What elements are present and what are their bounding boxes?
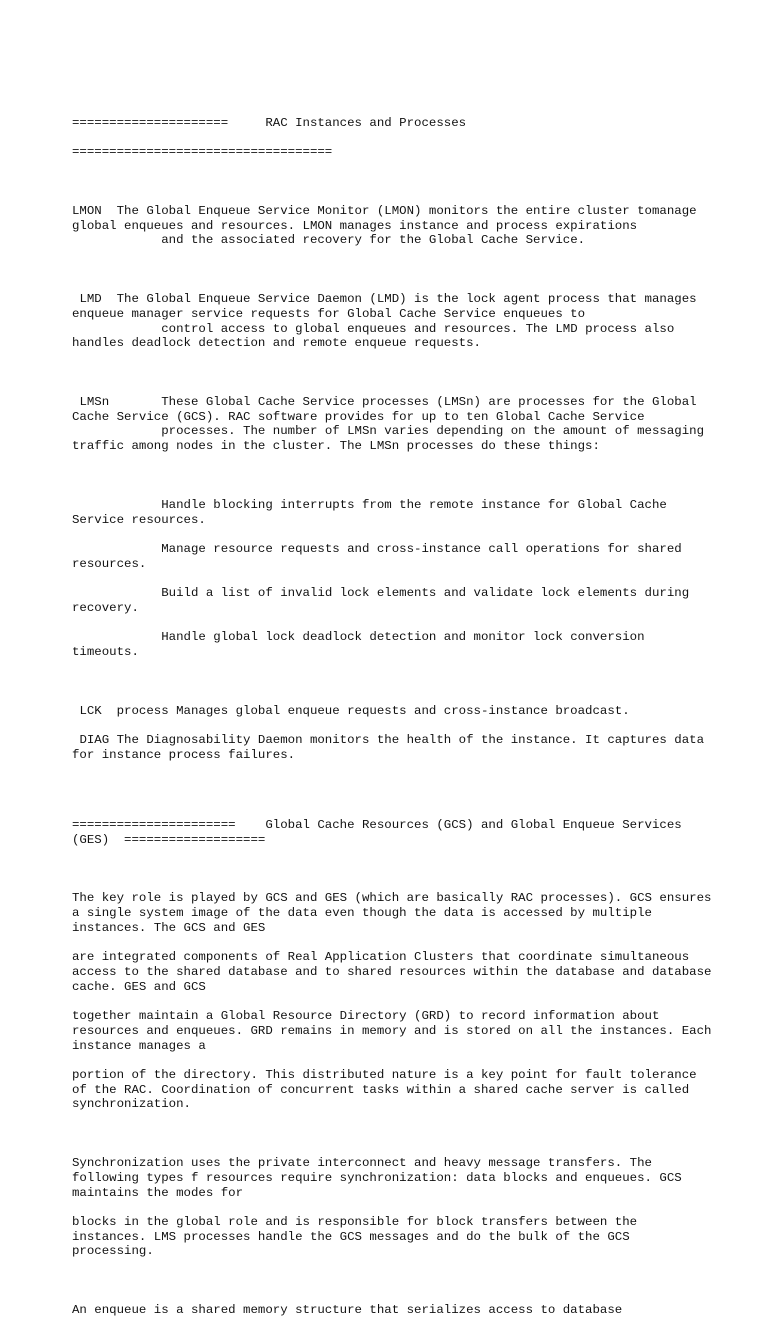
spacer (72, 862, 712, 877)
lmsn-task: Build a list of invalid lock elements and validate lock elements during recovery. (72, 586, 697, 615)
lmon-description: LMON The Global Enqueue Service Monitor (LMON) monitors the entire cluster tomanage global enqueues and resources. LMON manages instance and process expirations and the associated recovery for the Global Cache Service. (72, 203, 697, 248)
lmsn-task: Manage resource requests and cross-instance call operations for shared resources. (72, 542, 690, 571)
lmd-description: LMD The Global Enqueue Service Daemon (LMD) is the lock agent process that manages enqueue manager service requests for Global Cache Service enqueues to control access to global enqueues and resources. The LMD process also handles deadlock detection and remote enqueue requests. (72, 292, 697, 351)
synchronization-paragraph-line: Synchronization uses the private interconnect and heavy message transfers. The following types f resources require synchronization: data blocks and enqueues. GCS maintains the modes for (72, 1156, 690, 1200)
gcs-ges-paragraph-line: The key role is played by GCS and GES (which are basically RAC processes). GCS ensures a single system image of the data even though the data is accessed by multiple instances. The GCS and GES (72, 891, 719, 935)
spacer (72, 1127, 712, 1142)
diag-description: DIAG The Diagnosability Daemon monitors the health of the instance. It captures data for instance process failures. (72, 733, 712, 762)
spacer (72, 777, 712, 803)
synchronization-paragraph-line: blocks in the global role and is responsible for block transfers between the instances. LMS processes handle the GCS messages and do the bulk of the GCS processing. (72, 1214, 645, 1259)
spacer (72, 674, 712, 689)
gcs-ges-paragraph-line: are integrated components of Real Application Clusters that coordinate simultaneous access to the shared database and to shared resources within the database and database cache. GES and GCS (72, 950, 719, 994)
lmsn-task: Handle blocking interrupts from the remote instance for Global Cache Service resources. (72, 497, 675, 527)
enqueue-paragraph: An enqueue is a shared memory structure that serializes access to database (72, 1303, 623, 1318)
lck-description: LCK process Manages global enqueue requests and cross-instance broadcast. (72, 703, 630, 718)
lmsn-task: Handle global lock deadlock detection and monitor lock conversion timeouts. (72, 630, 652, 659)
section2-heading: ====================== Global Cache Resources (GCS) and Global Enqueue Services (GES) =================== (72, 817, 690, 847)
spacer (72, 1274, 712, 1289)
section1-heading-rule: ===================== RAC Instances and Processes (72, 115, 467, 130)
spacer (72, 366, 712, 381)
spacer (72, 469, 712, 484)
gcs-ges-paragraph-line: portion of the directory. This distributed nature is a key point for fault tolerance of the RAC. Coordination of concurrent tasks within a shared cache server is called synchronization. (72, 1067, 705, 1112)
gcs-ges-paragraph-line: together maintain a Global Resource Directory (GRD) to record information about resources and enqueues. GRD remains in memory and is stored on all the instances. Each instance manages a (72, 1009, 719, 1053)
document-body (72, 101, 719, 1333)
spacer (72, 175, 712, 190)
section1-heading-underline: =================================== (72, 145, 333, 160)
lmsn-description: LMSn These Global Cache Service processes (LMSn) are processes for the Global Cache Service (GCS). RAC software provides for up to ten Global Cache Service processes. The number of LMSn varies depending on the amount of messaging traffic among nodes in the cluster. The LMSn processes do these things: (72, 395, 705, 454)
spacer (72, 263, 712, 278)
